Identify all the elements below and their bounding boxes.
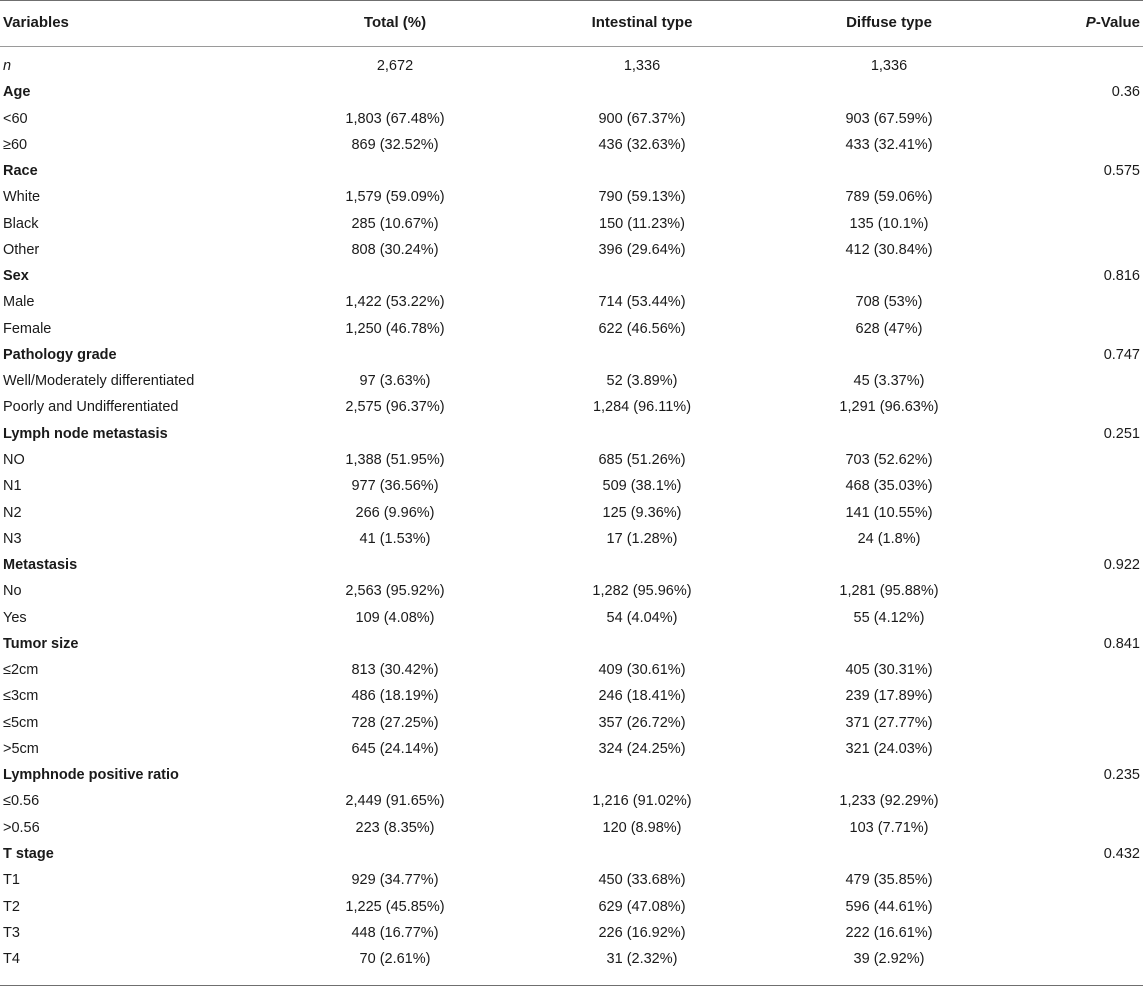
table-row [0,106,1143,132]
cell-diffuse-type: 141 (10.55%) [845,504,933,521]
table-section-row [0,841,1143,867]
cell-variable: T stage [3,845,54,862]
cell-variable: ≥60 [3,136,28,153]
cell-variable: Tumor size [3,635,79,652]
table-row [0,578,1143,604]
cell-intestinal-type: 396 (29.64%) [598,241,686,258]
table-row [0,657,1143,683]
cell-total: 728 (27.25%) [351,714,439,731]
cell-variable: Pathology grade [3,346,117,363]
table-row [0,867,1143,893]
cell-variable: T4 [3,951,20,968]
cell-variable: Female [3,320,52,337]
cell-intestinal-type: 357 (26.72%) [598,714,686,731]
cell-diffuse-type: 1,233 (92.29%) [839,793,939,810]
cell-diffuse-type [789,158,989,184]
cell-p-value: 0.841 [1103,635,1140,652]
table-row [0,920,1143,946]
cell-variable: Lymph node metastasis [3,425,168,442]
table-header-row [0,0,1143,46]
cell-intestinal-type: 54 (4.04%) [606,609,678,626]
cell-total [295,263,495,289]
table-row [0,946,1143,972]
cell-intestinal-type: 450 (33.68%) [598,872,686,889]
cell-diffuse-type: 55 (4.12%) [853,609,925,626]
cell-intestinal-type: 125 (9.36%) [602,504,682,521]
header-variables: Variables [3,14,69,31]
cell-diffuse-type: 405 (30.31%) [845,662,933,679]
cell-total: 2,563 (95.92%) [345,583,445,600]
cell-diffuse-type [789,631,989,657]
cell-intestinal-type: 246 (18.41%) [598,688,686,705]
cell-total: 977 (36.56%) [351,478,439,495]
cell-diffuse-type: 135 (10.1%) [849,215,929,232]
table-row [0,605,1143,631]
cell-diffuse-type: 789 (59.06%) [845,189,933,206]
cell-variable: N3 [3,530,22,547]
cell-variable: Metastasis [3,557,78,574]
cell-total: 869 (32.52%) [351,136,439,153]
cell-variable: >0.56 [3,819,40,836]
cell-intestinal-type [542,552,742,578]
cell-total [295,631,495,657]
cell-total: 109 (4.08%) [355,609,435,626]
cell-variable: Age [3,84,31,101]
table-bottom-rule [0,985,1143,986]
cell-variable: Male [3,294,35,311]
cell-variable: ≤3cm [3,688,39,705]
cell-total: 645 (24.14%) [351,740,439,757]
table-row [0,237,1143,263]
table-row [0,289,1143,315]
table-row [0,447,1143,473]
table-row [0,500,1143,526]
cell-total: 448 (16.77%) [351,924,439,941]
cell-diffuse-type [789,263,989,289]
cell-p-value: 0.922 [1103,557,1140,574]
table-row [0,683,1143,709]
cell-variable: <60 [3,110,28,127]
cell-variable: T2 [3,898,20,915]
table-section-row [0,421,1143,447]
cell-variable: N1 [3,478,22,495]
cell-variable: Yes [3,609,27,626]
cell-total: 266 (9.96%) [355,504,435,521]
cell-diffuse-type: 479 (35.85%) [845,872,933,889]
cell-intestinal-type [542,158,742,184]
cell-diffuse-type: 1,336 [870,58,908,74]
cell-total: 1,388 (51.95%) [345,451,445,468]
cell-diffuse-type: 1,281 (95.88%) [839,583,939,600]
table-row [0,473,1143,499]
cell-total [295,79,495,105]
cell-variable: Black [3,215,39,232]
cell-intestinal-type [542,631,742,657]
cell-total: 41 (1.53%) [359,530,431,547]
cell-diffuse-type: 628 (47%) [855,320,923,337]
cell-p-value: 0.36 [1111,84,1140,101]
cell-diffuse-type: 468 (35.03%) [845,478,933,495]
cell-diffuse-type: 321 (24.03%) [845,740,933,757]
cell-p-value: 0.575 [1103,163,1140,180]
table-row [0,53,1143,79]
cell-total: 486 (18.19%) [351,688,439,705]
cell-variable: Other [3,241,40,258]
cell-diffuse-type: 39 (2.92%) [853,951,925,968]
cell-total: 285 (10.67%) [351,215,439,232]
table-row [0,132,1143,158]
table-section-row [0,342,1143,368]
cell-variable: ≤0.56 [3,793,40,810]
cell-variable: T1 [3,872,20,889]
cell-diffuse-type: 412 (30.84%) [845,241,933,258]
cell-variable: N2 [3,504,22,521]
header-p-value-italic: P [1085,14,1096,31]
cell-intestinal-type: 714 (53.44%) [598,294,686,311]
header-p-value [1086,0,1140,46]
cell-variable: T3 [3,924,20,941]
cell-variable: n [3,58,12,74]
table-row [0,788,1143,814]
cell-total: 1,579 (59.09%) [345,189,445,206]
cell-p-value: 0.432 [1103,845,1140,862]
cell-diffuse-type: 596 (44.61%) [845,898,933,915]
cell-intestinal-type [542,421,742,447]
table-row [0,526,1143,552]
cell-diffuse-type: 24 (1.8%) [857,530,921,547]
table-row [0,815,1143,841]
cell-intestinal-type: 52 (3.89%) [606,373,678,390]
cell-diffuse-type: 703 (52.62%) [845,451,933,468]
cell-variable: Sex [3,268,29,285]
table-row [0,316,1143,342]
table-row [0,368,1143,394]
header-diffuse-type: Diffuse type [846,14,932,31]
table-row [0,394,1143,420]
table-section-row [0,79,1143,105]
header-intestinal-type: Intestinal type [591,14,693,31]
cell-total [295,841,495,867]
cell-intestinal-type [542,342,742,368]
cell-diffuse-type [789,841,989,867]
cell-intestinal-type: 900 (67.37%) [598,110,686,127]
cell-intestinal-type [542,841,742,867]
cell-diffuse-type: 371 (27.77%) [845,714,933,731]
cell-variable: Race [3,163,38,180]
cell-intestinal-type: 150 (11.23%) [599,215,685,232]
table-section-row [0,631,1143,657]
cell-total: 1,803 (67.48%) [345,110,445,127]
cell-intestinal-type: 17 (1.28%) [606,530,678,547]
cell-total: 70 (2.61%) [359,951,431,968]
cell-diffuse-type: 45 (3.37%) [853,373,925,390]
table-section-row [0,552,1143,578]
table-header-rule [0,46,1143,47]
cell-intestinal-type: 1,282 (95.96%) [592,583,692,600]
cell-total [295,552,495,578]
cell-diffuse-type [789,421,989,447]
cell-p-value: 0.235 [1103,767,1140,784]
header-p-value-rest: -Value [1095,14,1140,31]
cell-intestinal-type: 409 (30.61%) [598,662,686,679]
cell-intestinal-type: 685 (51.26%) [598,451,686,468]
cell-diffuse-type [789,552,989,578]
cell-variable: Lymphnode positive ratio [3,767,179,784]
table-row [0,710,1143,736]
cell-p-value: 0.747 [1103,346,1140,363]
cell-total: 1,225 (45.85%) [345,898,445,915]
cell-total [295,421,495,447]
cell-total: 1,250 (46.78%) [345,320,445,337]
cell-intestinal-type: 1,284 (96.11%) [592,399,692,416]
table-body [0,53,1143,972]
cell-total: 813 (30.42%) [351,662,439,679]
cell-total [295,158,495,184]
cell-variable: White [3,189,41,206]
cell-intestinal-type [542,79,742,105]
cell-diffuse-type: 239 (17.89%) [845,688,933,705]
cell-p-value: 0.816 [1103,268,1140,285]
cell-variable: ≤5cm [3,714,39,731]
cell-intestinal-type: 31 (2.32%) [606,951,678,968]
cell-total: 2,575 (96.37%) [345,399,445,416]
cell-total [295,342,495,368]
cell-diffuse-type: 1,291 (96.63%) [839,399,939,416]
table-section-row [0,263,1143,289]
cell-intestinal-type [542,263,742,289]
cell-variable: >5cm [3,740,39,757]
cell-total: 2,449 (91.65%) [345,793,445,810]
cell-intestinal-type: 1,336 [623,58,661,74]
cell-diffuse-type: 222 (16.61%) [845,924,933,941]
cell-intestinal-type: 120 (8.98%) [602,819,682,836]
cell-intestinal-type: 436 (32.63%) [598,136,686,153]
cell-total: 2,672 [376,58,414,74]
cell-variable: ≤2cm [3,662,39,679]
cell-intestinal-type: 1,216 (91.02%) [592,793,692,810]
cell-diffuse-type: 433 (32.41%) [845,136,933,153]
cell-p-value: 0.251 [1103,425,1140,442]
table-section-row [0,158,1143,184]
cell-intestinal-type: 509 (38.1%) [602,478,682,495]
cell-diffuse-type: 708 (53%) [855,294,923,311]
cell-total: 929 (34.77%) [351,872,439,889]
cell-diffuse-type: 103 (7.71%) [849,819,929,836]
cell-intestinal-type: 629 (47.08%) [598,898,686,915]
cell-total: 1,422 (53.22%) [345,294,445,311]
cell-intestinal-type: 324 (24.25%) [598,740,686,757]
cell-variable: No [3,583,22,600]
cell-intestinal-type: 226 (16.92%) [598,924,686,941]
table-row [0,184,1143,210]
header-total: Total (%) [363,14,427,31]
cell-total: 97 (3.63%) [359,373,431,390]
cell-diffuse-type [789,342,989,368]
cell-intestinal-type: 790 (59.13%) [598,189,686,206]
cell-total: 808 (30.24%) [351,241,439,258]
cell-total: 223 (8.35%) [355,819,435,836]
table-row [0,894,1143,920]
cell-diffuse-type [789,762,989,788]
cell-intestinal-type [542,762,742,788]
cell-variable: Poorly and Undifferentiated [3,399,179,416]
cell-intestinal-type: 622 (46.56%) [598,320,686,337]
cell-variable: NO [3,451,25,468]
cell-variable: Well/Moderately differentiated [3,373,195,390]
cell-diffuse-type: 903 (67.59%) [845,110,933,127]
table-row [0,736,1143,762]
table-row [0,211,1143,237]
cell-diffuse-type [789,79,989,105]
table-section-row [0,762,1143,788]
cell-total [295,762,495,788]
